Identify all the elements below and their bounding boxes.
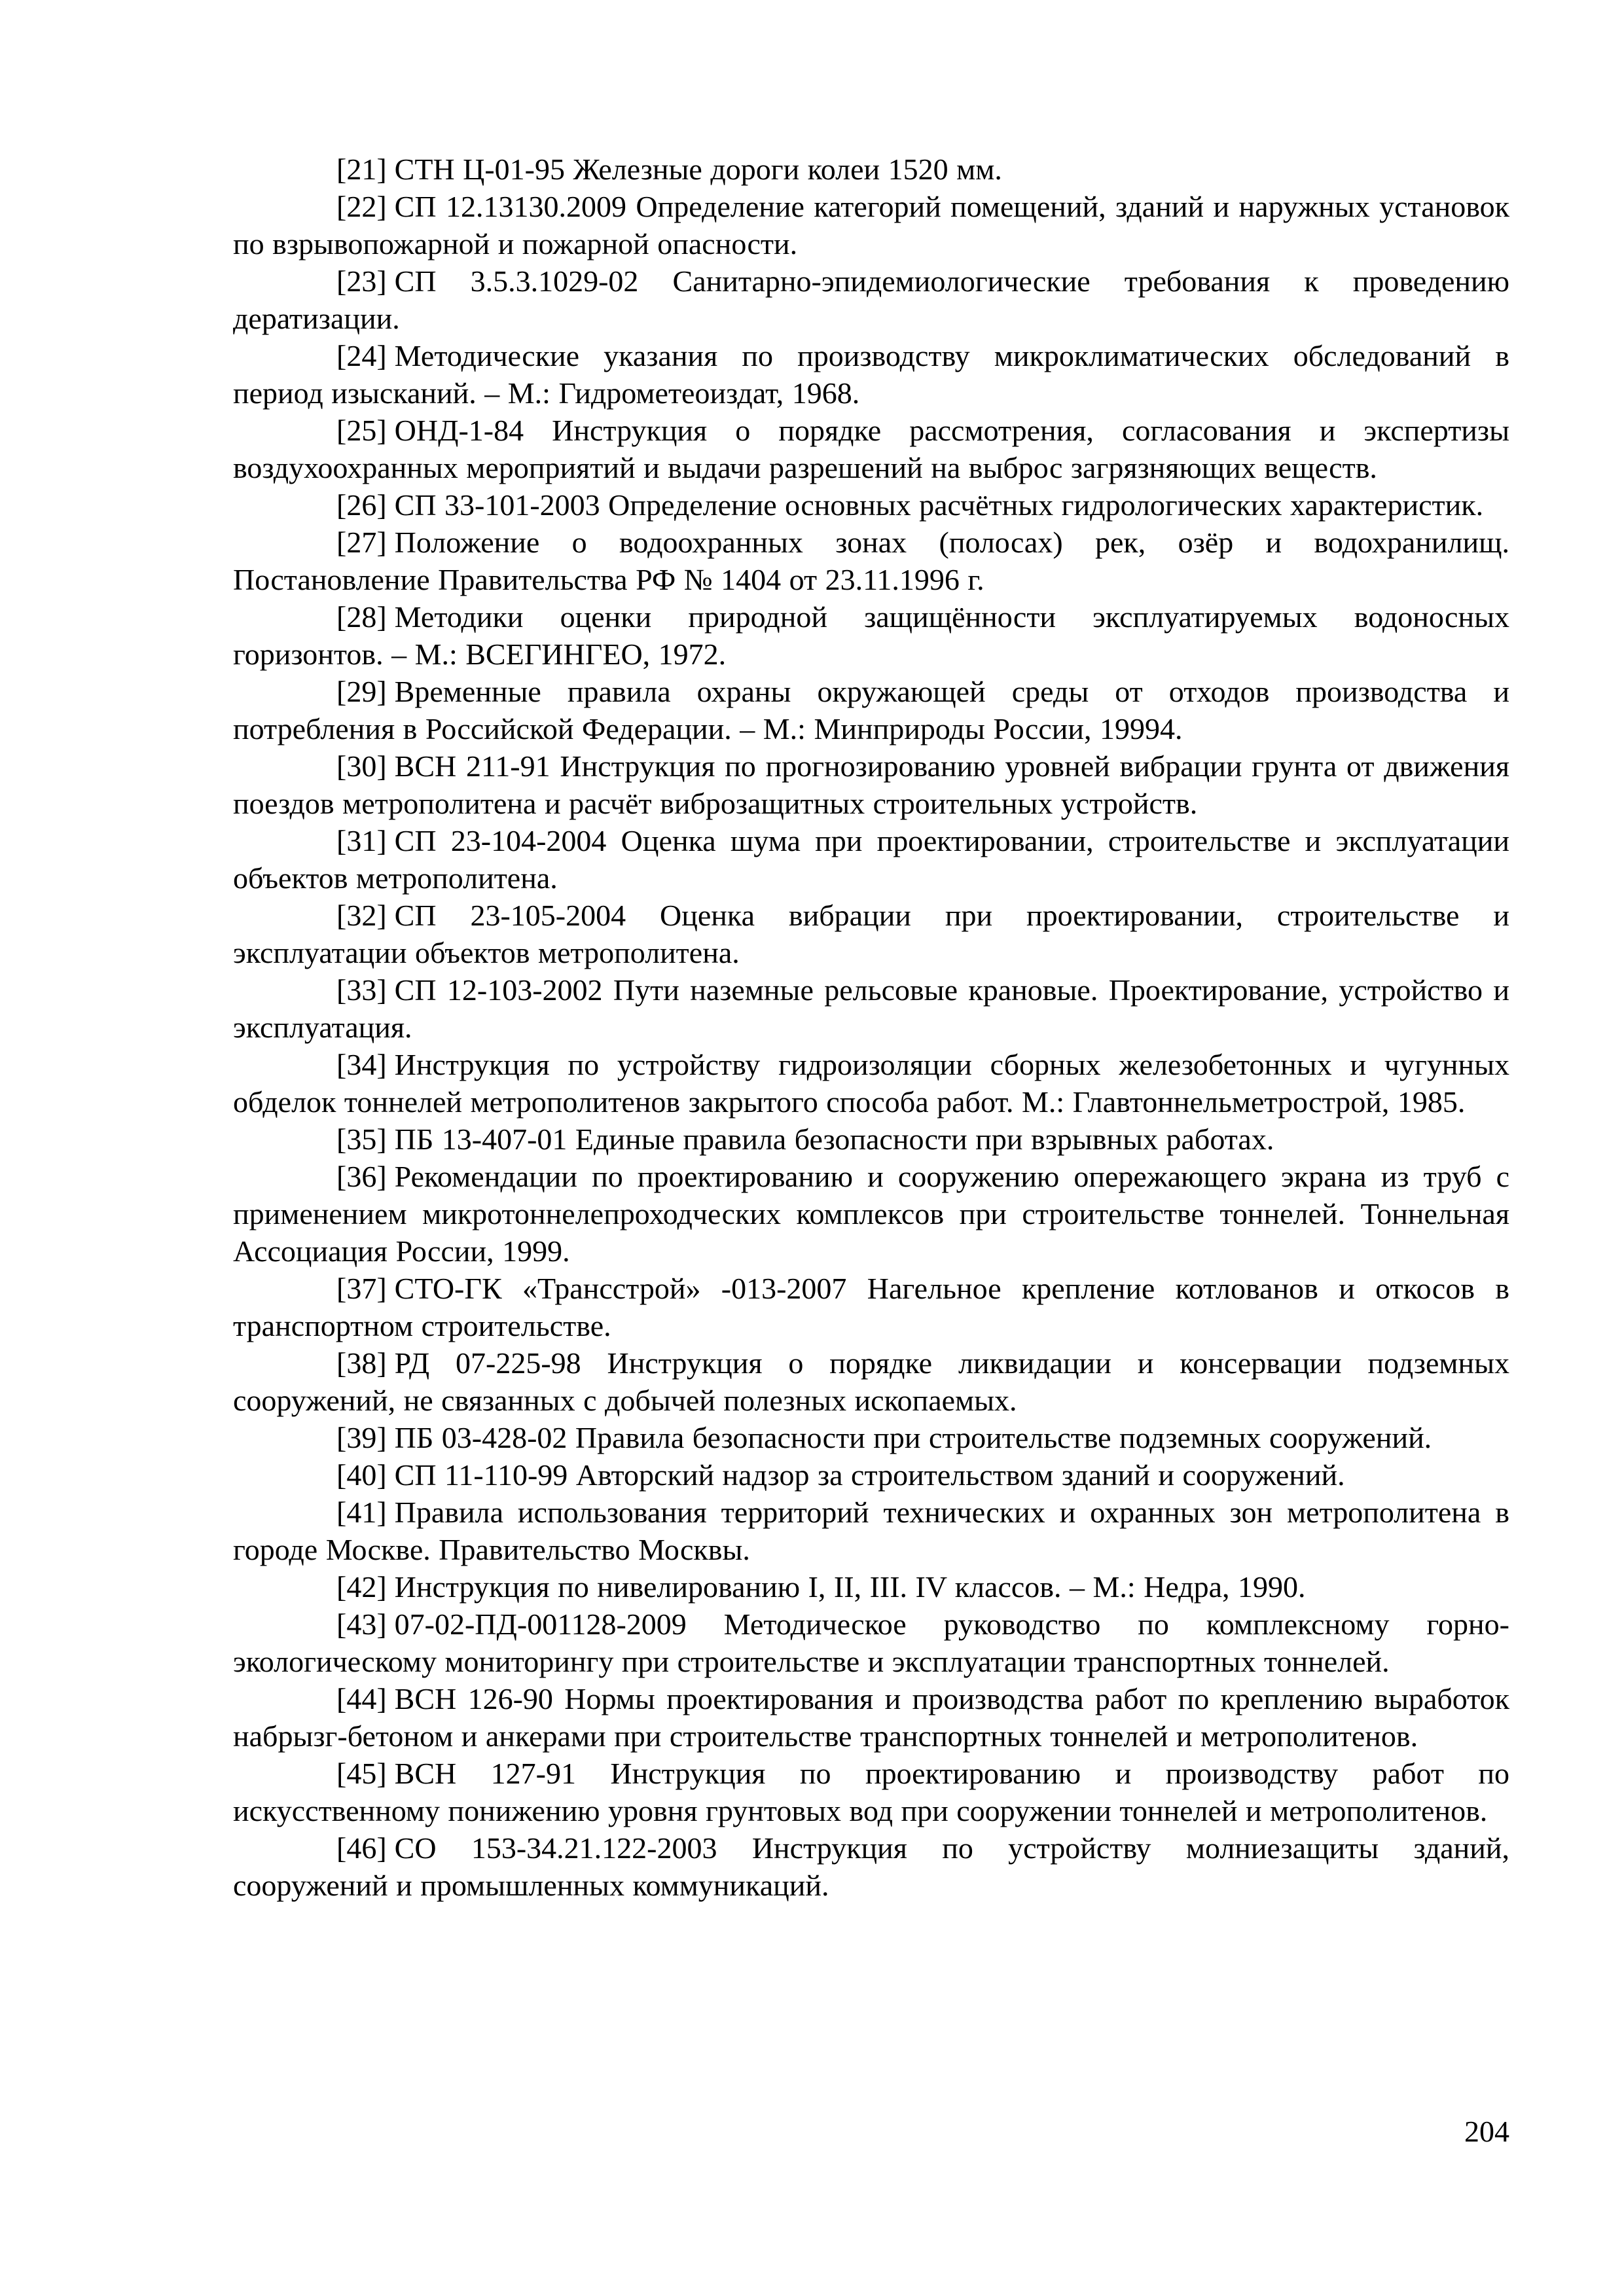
page-number: 204: [1464, 2115, 1509, 2148]
reference-number: [26]: [336, 488, 387, 522]
reference-number: [35]: [336, 1122, 387, 1156]
reference-item: [233, 188, 1509, 262]
reference-text: 07-02-ПД-001128-2009 Методическое руководство по комплексному горно-экологическому мониторингу при строительстве и эксплуатации транспортных тоннелей.: [233, 1607, 1509, 1678]
reference-item: [233, 151, 1509, 188]
reference-number: [38]: [336, 1346, 387, 1380]
reference-number: [29]: [336, 675, 387, 708]
reference-number: [36]: [336, 1160, 387, 1193]
reference-item: [233, 598, 1509, 673]
reference-item: [233, 971, 1509, 1046]
reference-text: ВСН 127-91 Инструкция по проектированию и производству работ по искусственному понижению уровня грунтовых вод при сооружении тоннелей и метрополитенов.: [233, 1757, 1509, 1827]
reference-text: СТН Ц-01-95 Железные дороги колеи 1520 мм.: [394, 152, 1002, 186]
reference-item: [233, 747, 1509, 822]
reference-number: [25]: [336, 414, 387, 447]
reference-item: [233, 897, 1509, 971]
reference-item: [233, 1605, 1509, 1680]
reference-item: [233, 1270, 1509, 1344]
reference-number: [44]: [336, 1682, 387, 1715]
reference-item: [233, 1568, 1509, 1605]
reference-number: [28]: [336, 600, 387, 634]
reference-text: СП 23-104-2004 Оценка шума при проектировании, строительстве и эксплуатации объектов метрополитена.: [233, 824, 1509, 895]
reference-item: [233, 1494, 1509, 1568]
reference-number: [32]: [336, 899, 387, 932]
reference-item: [233, 1456, 1509, 1494]
reference-item: [233, 1046, 1509, 1121]
reference-text: ВСН 211-91 Инструкция по прогнозированию уровней вибрации грунта от движения поездов метрополитена и расчёт виброзащитных строительных устройств.: [233, 749, 1509, 820]
reference-item: [233, 1680, 1509, 1755]
reference-text: СО 153-34.21.122-2003 Инструкция по устройству молниезащиты зданий, сооружений и промышленных коммуникаций.: [233, 1831, 1509, 1902]
reference-number: [21]: [336, 152, 387, 186]
reference-text: СП 3.5.3.1029-02 Санитарно-эпидемиологические требования к проведению дератизации.: [233, 264, 1509, 335]
reference-text: Временные правила охраны окружающей среды от отходов производства и потребления в Российской Федерации. – М.: Минприроды России, 19994.: [233, 675, 1509, 745]
reference-number: [34]: [336, 1048, 387, 1081]
reference-number: [41]: [336, 1496, 387, 1529]
reference-text: ПБ 13-407-01 Единые правила безопасности при взрывных работах.: [394, 1122, 1274, 1156]
reference-text: СП 33-101-2003 Определение основных расчётных гидрологических характеристик.: [394, 488, 1484, 522]
reference-number: [43]: [336, 1607, 387, 1641]
reference-item: [233, 524, 1509, 598]
reference-text: СТО-ГК «Трансстрой» -013-2007 Нагельное крепление котлованов и откосов в транспортном строительстве.: [233, 1272, 1509, 1342]
reference-item: [233, 412, 1509, 486]
reference-number: [45]: [336, 1757, 387, 1790]
reference-text: Инструкция по нивелированию I, II, III. IV классов. – М.: Недра, 1990.: [394, 1570, 1306, 1604]
reference-text: Методические указания по производству микроклиматических обследований в период изысканий. – М.: Гидрометеоиздат, 1968.: [233, 339, 1509, 410]
reference-item: [233, 1158, 1509, 1270]
reference-number: [33]: [336, 973, 387, 1007]
reference-number: [27]: [336, 526, 387, 559]
reference-number: [23]: [336, 264, 387, 298]
reference-item: [233, 673, 1509, 747]
reference-number: [22]: [336, 190, 387, 223]
reference-text: СП 11-110-99 Авторский надзор за строительством зданий и сооружений.: [394, 1458, 1345, 1492]
reference-text: Положение о водоохранных зонах (полосах) рек, озёр и водохранилищ. Постановление Правительства РФ № 1404 от 23.11.1996 г.: [233, 526, 1509, 596]
reference-item: [233, 1755, 1509, 1829]
reference-number: [42]: [336, 1570, 387, 1604]
reference-item: [233, 822, 1509, 897]
reference-text: СП 23-105-2004 Оценка вибрации при проектировании, строительстве и эксплуатации объектов метрополитена.: [233, 899, 1509, 969]
reference-text: РД 07-225-98 Инструкция о порядке ликвидации и консервации подземных сооружений, не связанных с добычей полезных ископаемых.: [233, 1346, 1509, 1417]
reference-text: Методики оценки природной защищённости эксплуатируемых водоносных горизонтов. – М.: ВСЕГИНГЕО, 1972.: [233, 600, 1509, 671]
reference-number: [46]: [336, 1831, 387, 1865]
reference-item: [233, 1344, 1509, 1419]
reference-number: [37]: [336, 1272, 387, 1305]
reference-text: ВСН 126-90 Нормы проектирования и производства работ по креплению выработок набрызг-бетоном и анкерами при строительстве транспортных тоннелей и метрополитенов.: [233, 1682, 1509, 1753]
reference-text: СП 12-103-2002 Пути наземные рельсовые крановые. Проектирование, устройство и эксплуатация.: [233, 973, 1509, 1044]
reference-number: [39]: [336, 1421, 387, 1454]
reference-item: [233, 1829, 1509, 1904]
reference-text: Рекомендации по проектированию и сооружению опережающего экрана из труб с применением микротоннелепроходческих комплексов при строительстве тоннелей. Тоннельная Ассоциация России, 1999.: [233, 1160, 1509, 1268]
reference-number: [24]: [336, 339, 387, 372]
reference-text: Правила использования территорий технических и охранных зон метрополитена в городе Москве. Правительство Москвы.: [233, 1496, 1509, 1566]
reference-item: [233, 337, 1509, 412]
reference-text: Инструкция по устройству гидроизоляции сборных железобетонных и чугунных обделок тоннелей метрополитенов закрытого способа работ. М.: Главтоннельметрострой, 1985.: [233, 1048, 1509, 1119]
reference-text: ОНД-1-84 Инструкция о порядке рассмотрения, согласования и экспертизы воздухоохранных мероприятий и выдачи разрешений на выброс загрязняющих веществ.: [233, 414, 1509, 484]
reference-item: [233, 262, 1509, 337]
reference-number: [31]: [336, 824, 387, 857]
reference-number: [40]: [336, 1458, 387, 1492]
reference-item: [233, 486, 1509, 524]
reference-text: СП 12.13130.2009 Определение категорий помещений, зданий и наружных установок по взрывопожарной и пожарной опасности.: [233, 190, 1509, 260]
reference-item: [233, 1419, 1509, 1456]
reference-list: [233, 151, 1509, 1904]
reference-number: [30]: [336, 749, 387, 783]
reference-text: ПБ 03-428-02 Правила безопасности при строительстве подземных сооружений.: [394, 1421, 1432, 1454]
reference-item: [233, 1121, 1509, 1158]
